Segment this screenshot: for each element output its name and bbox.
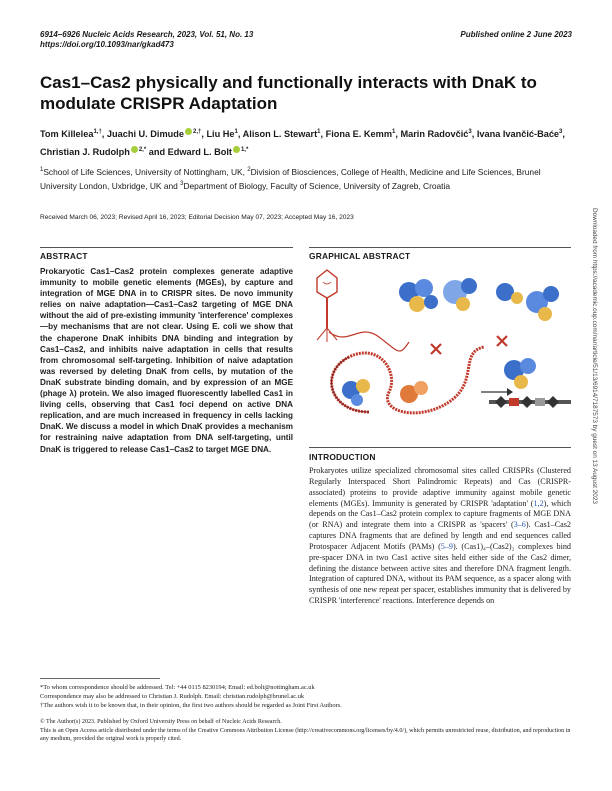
author-text: Marin Radovčić — [400, 129, 469, 140]
crispr-array-icon — [489, 396, 571, 408]
footnotes — [40, 678, 572, 710]
intro-part-2: ), which depends on the Cas1–Cas2 protein complex to capture fragments of MGE DNA (or RNA) and integrate them into a CRISPR as 'spacers' ( — [309, 498, 572, 530]
author-affiliation-sup: 3 — [468, 129, 472, 135]
author-text: Christian J. Rudolph — [40, 147, 130, 158]
author-affiliation-sup: 1 — [392, 129, 396, 135]
author-affiliation-sup: 2,* — [138, 147, 147, 154]
abstract-heading: ABSTRACT — [40, 251, 88, 261]
running-header — [40, 30, 572, 50]
inhibition-cross-icon — [431, 344, 441, 354]
introduction-heading: INTRODUCTION — [309, 452, 376, 462]
dnak-icon — [443, 278, 477, 311]
citation-link[interactable]: 5–9 — [440, 541, 453, 551]
introduction-text — [309, 466, 571, 607]
affiliations — [40, 164, 570, 192]
license-text: This is an Open Access article distributed under the terms of the Creative Commons Attribution License (http://creativecommons.org/licenses/by/4.0/), which permits unrestricted reuse, distribution, and reproduction in any medium, provided the original work is properly cited. — [40, 727, 571, 742]
author-affiliation-sup: 1,† — [93, 129, 102, 135]
author-affiliation-sup: 1 — [317, 129, 321, 135]
footnote-correspondence: *To whom correspondence should be addressed. Tel: +44 0115 8230194; Email: ed.bolt@nottingham.ac.uk — [40, 684, 315, 691]
affil-2: Division of Biosciences, College of Health, Medicine and Life Sciences, Brunel University London, Uxbridge, UK and — [40, 166, 541, 191]
dnak-right-icon — [526, 286, 559, 321]
doi-link[interactable]: https://doi.org/10.1093/nar/gkad473 — [40, 40, 174, 49]
download-note-text: Downloaded from https://academic.oup.com/nar/article/51/13/6914/7187573 by guest on 13 August 2023 — [591, 208, 598, 504]
author-name — [40, 147, 146, 157]
copyright-block — [40, 718, 572, 744]
author-list: Tom Killelea$^{1,\dagger}$, Juachi U. Dimude $^{2,\dagger}$, Liu He$^1$, Alison L. Stewart$^1$, Fiona E. Kemm$^1$, Marin Radovčić$^3$, Ivana Ivančić-Baće$^3$, Christian J. Rudolph $^{2,*}$ and Edward L. Bolt $^{1,*}$ — [40, 129, 565, 158]
affil-sup-1: 1 — [40, 167, 44, 173]
graphical-abstract-figure — [309, 262, 571, 426]
author-affiliation-sup: 3 — [559, 129, 563, 135]
cas1-cas2-complex-icon — [399, 279, 438, 312]
footnote-rule — [40, 678, 160, 679]
author-text: Juachi U. Dimude — [106, 129, 184, 140]
author-name — [40, 129, 102, 139]
arrowhead-icon — [507, 388, 513, 396]
graphical-abstract-heading: GRAPHICAL ABSTRACT — [309, 251, 411, 261]
publication-date: Published online 2 June 2023 — [460, 30, 572, 39]
upper-right-complex-icon — [496, 283, 523, 304]
intro-part-4: ). (Cas1)₄–(Cas2)₂ complexes bind pre-spacer DNA in two Cas1 active sites held either side of the Cas2 dimer, defining the distance between active sites and therefore DNA fragment length. Integration of captured DNA, without its PAM sequence, as a spacer along with synthesis of one new repeat per spacer, establishes immunity that is delivered by CRISPR 'interference' reactions. Interference depends on — [309, 541, 571, 606]
author-text: Tom Killelea — [40, 129, 94, 140]
footnote-correspondence-2: Correspondence may also be addressed to Christian J. Rudolph. Email: christian.rudolph@brunel.ac.uk — [40, 693, 305, 700]
dnak-bound-icon — [400, 381, 428, 403]
article-title: Cas1–Cas2 physically and functionally interacts with DnaK to modulate CRISPR Adaptation — [40, 73, 537, 113]
author-name — [243, 129, 321, 139]
copyright-line: © The Author(s) 2023. Published by Oxford University Press on behalf of Nucleic Acids Research. — [40, 719, 282, 725]
author-name — [400, 129, 471, 139]
citation-link[interactable]: 3–6 — [513, 520, 526, 530]
orcid-icon[interactable] — [131, 146, 138, 153]
footnote-joint-authors: †The authors wish it to be known that, in their opinion, the first two authors should be regarded as Joint First Authors. — [40, 702, 342, 709]
editorial-dates: Received March 06, 2023; Revised April 16, 2023; Editorial Decision May 07, 2023; Accepted May 16, 2023 — [40, 214, 354, 221]
author-name — [168, 147, 249, 157]
author-name — [477, 129, 563, 139]
author-name — [206, 129, 237, 139]
affil-sup-2: 2 — [247, 167, 251, 173]
orcid-icon[interactable] — [233, 146, 240, 153]
intro-part-1: Prokaryotes utilize specialized chromosomal sites called CRISPRs (Clustered Regularly Interspaced Short Palindromic Repeats) and Cas (CRISPR-associated) proteins to provide adaptive immunity against mobile genetic elements (MGEs). Immunity is generated by CRISPR 'adaptation' ( — [309, 466, 571, 508]
intro-part-3: ). Cas1–Cas2 captures DNA fragments that are defined by length and end sequences called Protospacer Adjacent Motifs (PAMs) ( — [309, 520, 571, 551]
introduction-rule — [309, 447, 571, 448]
abstract-text: Prokaryotic Cas1–Cas2 protein complexes generate adaptive immunity to mobile genetic elements (MGEs), by capture and integration of MGE DNA in to CRISPR sites. De novo immunity relies on naive adaptation—Cas1–Cas2 targeting of MGE DNA without the aid of pre-existing immunity 'interference' complexes—by mechanisms that are not clear. Using E. coli we show that the chaperone DnaK inhibits DNA binding and integration by Cas1–Cas2, and inhibits naive adaptation in cells that results from chromosomal self-targeting. Inhibition of naive adaptation was reversed by deleting DnaK from cells, by mutation of the DnaK substrate binding domain, and by expression of an MGE (phage λ) protein. We also imaged fluorescently labelled Cas1 in living cells, observing that Cas1 foci depend on active DNA replication, and are much increased in frequency in cells lacking DnaK. We discuss a model in which DnaK provides a mechanism for restraining naive adaptation from DNA self-targeting, until DnaK is triggered to release Cas1–Cas2 to target MGE DNA. — [40, 267, 293, 454]
orcid-icon[interactable] — [185, 128, 192, 135]
abstract-rule — [40, 247, 293, 248]
inhibition-cross-2-icon — [497, 336, 507, 346]
graphical-rule — [309, 247, 571, 248]
author-text: Fiona E. Kemm — [325, 129, 392, 140]
citation-link[interactable]: 1,2 — [533, 498, 544, 508]
author-affiliation-sup: 1,* — [240, 147, 249, 154]
author-name — [326, 129, 396, 139]
injected-dna-icon — [329, 332, 409, 351]
download-sidenote — [588, 208, 600, 588]
author-affiliation-sup: 2,† — [192, 129, 202, 135]
author-text: Liu He — [206, 129, 235, 140]
journal-citation: 6914–6926 Nucleic Acids Research, 2023, Vol. 51, No. 13 — [40, 30, 254, 39]
phage-icon — [317, 270, 337, 342]
author-text: Alison L. Stewart — [242, 129, 318, 140]
author-text: Ivana Ivančić-Baće — [476, 129, 560, 140]
author-name — [107, 129, 201, 139]
author-text: Edward L. Bolt — [167, 147, 232, 158]
bound-complex-icon — [342, 379, 370, 406]
author-affiliation-sup: 1 — [234, 129, 238, 135]
affil-1: School of Life Sciences, University of Nottingham, UK, — [43, 166, 248, 177]
released-complex-icon — [504, 358, 536, 389]
affil-sup-3: 3 — [180, 180, 184, 187]
affil-3: Department of Biology, Faculty of Science, University of Zagreb, Croatia — [183, 180, 451, 191]
